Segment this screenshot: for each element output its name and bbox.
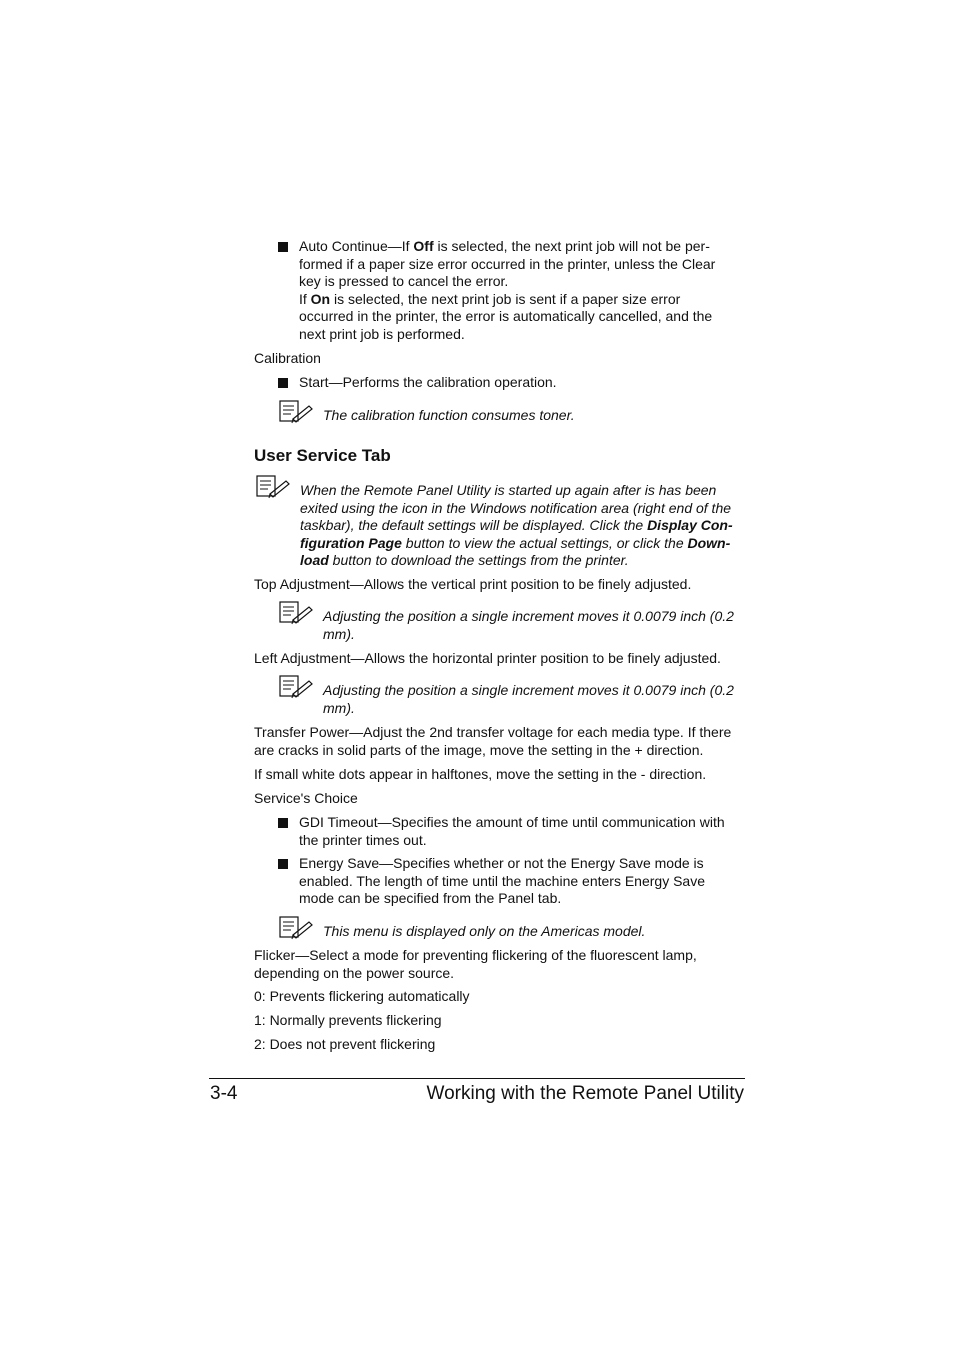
note-line-2: exited using the icon in the Windows notification area (right end of the [300, 499, 732, 516]
download-label: Down- [687, 534, 731, 551]
auto-continue-line-5: occurred in the printer, the error is automatically cancelled, and the [299, 308, 713, 325]
text: taskbar), the default settings will be displayed. Click the [300, 517, 648, 534]
flicker-line-1: Flicker—Select a mode for preventing flickering of the fluorescent lamp, [254, 947, 697, 963]
gdi-line-1: GDI Timeout—Specifies the amount of time until communication with [299, 814, 725, 830]
text: is selected, the next print job will not be per- [433, 238, 710, 254]
text: Auto Continue—If [299, 238, 414, 254]
auto-continue-line-6: next print job is performed. [299, 325, 465, 342]
display-configuration-page-label: Display Con- [647, 517, 733, 534]
note-line-4 [300, 535, 750, 553]
user-service-note [300, 482, 750, 570]
note-line-3 [300, 517, 750, 535]
top-adjustment-text: Top Adjustment—Allows the vertical print position to be finely adjusted. [254, 576, 692, 592]
page-number: 3-4 [210, 1083, 238, 1104]
display-configuration-page-label: figuration Page [300, 534, 402, 551]
flicker-paragraph [254, 947, 754, 982]
chapter-title: Working with the Remote Panel Utility [426, 1083, 744, 1104]
flicker-line-2: depending on the power source. [254, 964, 455, 981]
user-service-tab-heading: User Service Tab [254, 446, 391, 465]
flicker-option-2: 2: Does not prevent flickering [254, 1036, 436, 1052]
auto-continue-line-2: formed if a paper size error occurred in the printer, unless the Clear [299, 255, 716, 272]
calibration-heading: Calibration [254, 350, 321, 366]
off-keyword: Off [413, 238, 434, 254]
bullet-square [278, 818, 288, 828]
bullet-square [278, 859, 288, 869]
note-line-2: mm). [323, 699, 355, 716]
transfer-power-paragraph [254, 724, 754, 759]
note-pencil-icon [279, 675, 313, 699]
gdi-line-2: the printer times out. [299, 831, 427, 848]
transfer-power-line-2: are cracks in solid parts of the image, move the setting in the + direction. [254, 741, 704, 758]
auto-continue-line-4 [299, 291, 749, 309]
left-adjustment-note [323, 682, 753, 717]
flicker-option-1: 1: Normally prevents flickering [254, 1012, 442, 1028]
transfer-power-halftones: If small white dots appear in halftones, move the setting in the - direction. [254, 766, 707, 782]
footer-rule [209, 1078, 745, 1079]
auto-continue-paragraph [299, 238, 749, 344]
americas-model-note: This menu is displayed only on the Americas model. [323, 923, 646, 939]
bullet-square [278, 378, 288, 388]
text: button to view the actual settings, or click the [401, 534, 688, 551]
on-keyword: On [310, 290, 331, 307]
bullet-square [278, 242, 288, 252]
text: If [299, 290, 311, 307]
note-pencil-icon [256, 475, 290, 499]
left-adjustment-text: Left Adjustment—Allows the horizontal printer position to be finely adjusted. [254, 650, 721, 666]
note-pencil-icon [279, 400, 313, 424]
text: button to download the settings from the printer. [328, 552, 629, 569]
flicker-option-0: 0: Prevents flickering automatically [254, 988, 470, 1004]
energy-line-1: Energy Save—Specifies whether or not the Energy Save mode is [299, 855, 704, 871]
note-pencil-icon [279, 916, 313, 940]
transfer-power-line-1: Transfer Power—Adjust the 2nd transfer voltage for each media type. If there [254, 724, 732, 740]
note-pencil-icon [279, 601, 313, 625]
energy-save-item [299, 855, 749, 908]
energy-line-3: mode can be specified from the Panel tab. [299, 890, 562, 907]
download-label: load [300, 552, 329, 569]
note-line-1: When the Remote Panel Utility is started up again after is has been [300, 482, 717, 498]
energy-line-2: enabled. The length of time until the machine enters Energy Save [299, 872, 705, 889]
note-line-2: mm). [323, 625, 355, 642]
auto-continue-line-1 [299, 238, 749, 256]
note-line-1: Adjusting the position a single increment moves it 0.0079 inch (0.2 [323, 608, 734, 624]
note-line-1: Adjusting the position a single increment moves it 0.0079 inch (0.2 [323, 682, 734, 698]
text: is selected, the next print job is sent if a paper size error [330, 290, 681, 307]
calibration-note: The calibration function consumes toner. [323, 407, 575, 423]
gdi-timeout-item [299, 814, 749, 849]
calibration-start-item: Start—Performs the calibration operation. [299, 374, 557, 390]
note-line-5 [300, 552, 750, 570]
auto-continue-line-3: key is pressed to cancel the error. [299, 273, 509, 290]
services-choice-heading: Service's Choice [254, 790, 358, 806]
top-adjustment-note [323, 608, 753, 643]
